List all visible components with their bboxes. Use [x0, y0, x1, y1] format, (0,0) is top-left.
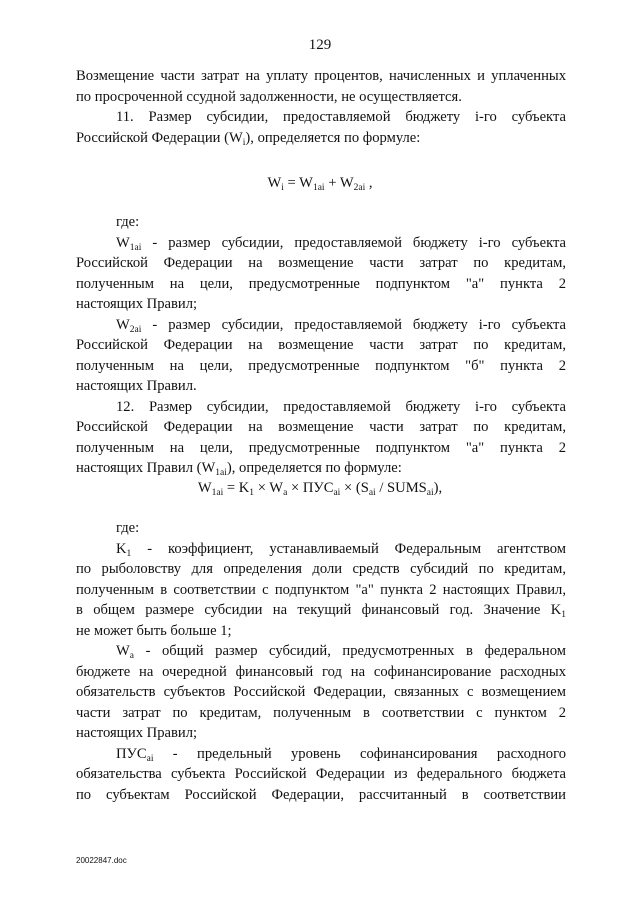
text-line: Российской Федерации на возмещение части затрат по кредитам, — [76, 419, 566, 435]
text-line: не может быть больше 1; — [76, 622, 232, 639]
text-line: по рыболовству для определения доли средств субсидий по кредитам, — [76, 561, 566, 577]
text-line: 12. Размер субсидии, предоставляемой бюджету i-го субъекта — [116, 398, 566, 415]
text-line: настоящих Правил. — [76, 378, 197, 394]
where-label: где: — [116, 214, 140, 230]
text-line: полученным на цели, предусмотренные подпунктом "а" пункта 2 — [76, 275, 566, 292]
text-line: настоящих Правил $(W_{1ai})$, определяется по формуле: — [76, 460, 402, 478]
text-line: настоящих Правил; — [76, 725, 198, 741]
text-line: Российской Федерации $(W_i)$, определяется по формуле: — [76, 129, 421, 148]
definitions-2 — [76, 518, 566, 805]
text-line: Российской Федерации на возмещение части затрат по кредитам, — [76, 255, 566, 271]
text-line: $W_{2ai}$ - размер субсидии, предоставляемой бюджету i-го субъекта — [116, 316, 566, 335]
text-line: по просроченной ссудной задолженности, не осуществляется. — [76, 88, 462, 105]
footer-filename: 20022847.doc — [76, 856, 127, 865]
text-line: обязательств субъектов Российской Федерации, связанных с возмещением — [76, 684, 566, 700]
intro-block — [76, 66, 566, 148]
text-line: $ПУС_{ai}$ - предельный уровень софинансирования расходного — [116, 745, 566, 764]
text-line: $K_1$ - коэффициент, устанавливаемый Федеральным агентством — [116, 540, 566, 559]
text-line: $W_a$ - общий размер субсидий, предусмотренных в федеральном — [116, 643, 566, 661]
text-line: 11. Размер субсидии, предоставляемой бюджету i-го субъекта — [116, 109, 566, 125]
where-label: где: — [116, 520, 140, 536]
text-line: в общем размере субсидии на текущий финансовый год. Значение $K_1$ — [76, 602, 566, 620]
formula-w1ai: $W_{1ai} = K_1 \times W_a \times ПУС_{ai} \times (S_{ai}$ / $SUMS_{ai}$), — [197, 480, 443, 498]
text-line: $W_{1ai}$ - размер субсидии, предоставляемой бюджету i-го субъекта — [116, 234, 566, 253]
text-line: Российской Федерации на возмещение части затрат по кредитам, — [76, 337, 566, 353]
definitions-1 — [76, 212, 566, 479]
text-line: полученным на цели, предусмотренные подпунктом "б" пункта 2 — [76, 357, 566, 374]
formula-wi: $W_i = W_{1ai} + W_{2ai}$ , — [267, 175, 373, 193]
text-line: полученным в соответствии с подпунктом "а" пункта 2 настоящих Правил, — [76, 581, 566, 598]
text-line: настоящих Правил; — [76, 296, 198, 312]
text-line: обязательства субъекта Российской Федерации из федерального бюджета — [76, 766, 566, 782]
text-line: бюджете на очередной финансовый год на софинансирование расходных — [76, 663, 566, 680]
text-line: по субъектам Российской Федерации, рассчитанный в соответствии — [76, 786, 566, 803]
page-number: 129 — [308, 37, 332, 53]
text-line: части затрат по кредитам, полученным в соответствии с пунктом 2 — [76, 704, 566, 721]
text-line: полученным на цели, предусмотренные подпунктом "а" пункта 2 — [76, 439, 566, 456]
text-line: Возмещение части затрат на уплату процентов, начисленных и уплаченных — [76, 68, 566, 84]
